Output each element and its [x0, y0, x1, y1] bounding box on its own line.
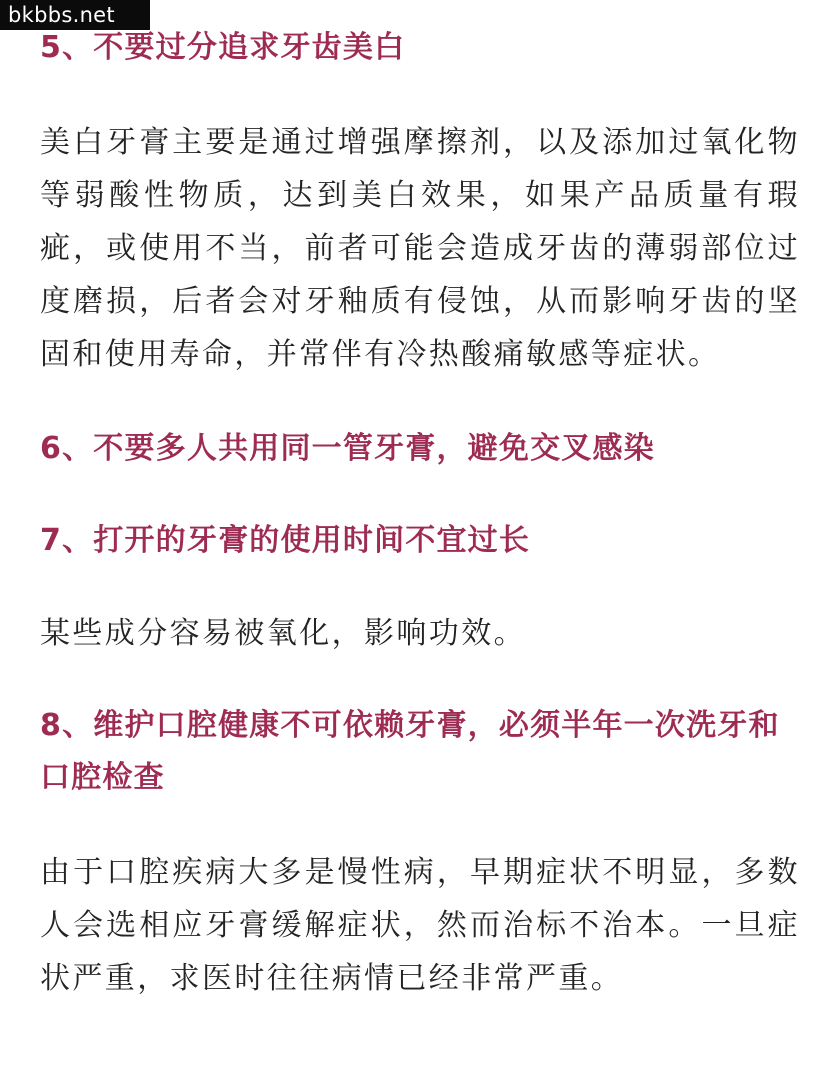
spacer — [40, 74, 800, 116]
site-watermark: bkbbs.net — [0, 0, 150, 30]
spacer — [40, 567, 800, 607]
section-8-paragraph: 由于口腔疾病大多是慢性病，早期症状不明显，多数人会选相应牙膏缓解症状，然而治标不治本。一旦症状严重，求医时往往病情已经非常严重。 — [40, 855, 800, 996]
spacer — [40, 804, 800, 846]
section-8-heading: 8、维护口腔健康不可依赖牙膏，必须半年一次洗牙和口腔检查 — [40, 708, 780, 795]
section-7-paragraph: 某些成分容易被氧化，影响功效。 — [40, 616, 526, 651]
article-body — [40, 22, 800, 1005]
spacer — [40, 475, 800, 515]
section-5-paragraph: 美白牙膏主要是通过增强摩擦剂，以及添加过氧化物等弱酸性物质，达到美白效果，如果产品质量有瑕疵，或使用不当，前者可能会造成牙齿的薄弱部位过度磨损，后者会对牙釉质有侵蚀，从而影响牙齿的坚固和使用寿命，并常伴有冷热酸痛敏感等症状。 — [40, 125, 800, 372]
section-6-heading: 6、不要多人共用同一管牙膏，避免交叉感染 — [40, 431, 655, 466]
section-7-heading: 7、打开的牙膏的使用时间不宜过长 — [40, 523, 531, 558]
spacer — [40, 381, 800, 423]
spacer — [40, 660, 800, 700]
section-5-heading: 5、不要过分追求牙齿美白 — [40, 30, 406, 65]
